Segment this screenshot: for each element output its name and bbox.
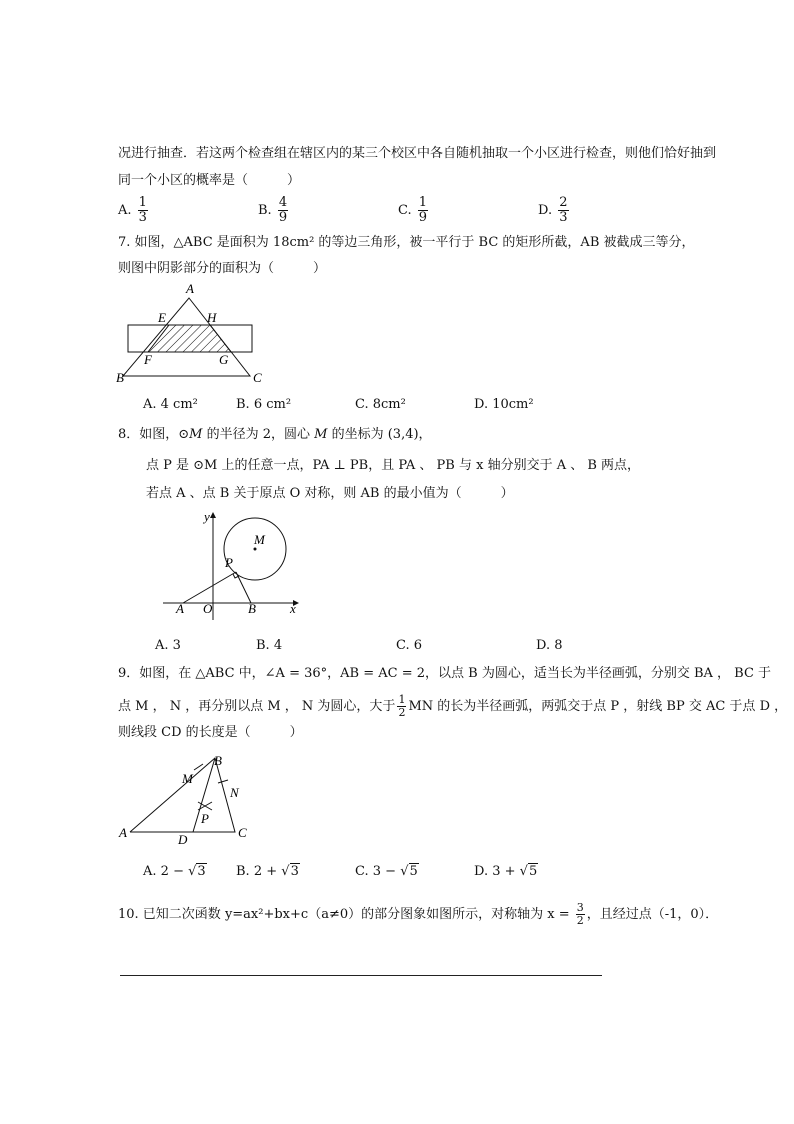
q8-option-a: A. 3 bbox=[155, 638, 181, 653]
q9-option-d bbox=[474, 864, 538, 879]
q9-option-c bbox=[355, 864, 419, 879]
q8-option-c: C. 6 bbox=[396, 638, 423, 653]
option-prefix: 3 + bbox=[492, 864, 520, 879]
q10-line bbox=[118, 902, 718, 927]
radicand: 3 bbox=[290, 864, 299, 879]
sqrt-icon: √ bbox=[281, 864, 290, 879]
denominator: 2 bbox=[576, 914, 584, 927]
radicand: 5 bbox=[528, 864, 538, 879]
q6-line1: 况进行抽查．若这两个检查组在辖区内的某三个校区中各自随机抽取一个小区进行检查，则他们恰好抽到 bbox=[118, 146, 717, 161]
axis-fraction bbox=[576, 902, 585, 927]
q6-line2: 同一个小区的概率是（ ） bbox=[118, 173, 301, 188]
label-c: C bbox=[238, 825, 247, 840]
denominator: 3 bbox=[559, 210, 568, 225]
label-c: C bbox=[253, 370, 262, 385]
segment-pa bbox=[183, 572, 236, 603]
radicand: 3 bbox=[197, 864, 206, 879]
q8-line1-part: M bbox=[314, 427, 328, 442]
label-p: P bbox=[201, 811, 209, 826]
label-x: x bbox=[290, 601, 296, 616]
q7-line2: 则图中阴影部分的面积为（ ） bbox=[118, 261, 327, 276]
label-y: y bbox=[204, 509, 210, 524]
label-o: O bbox=[203, 601, 213, 616]
label-b: B bbox=[116, 370, 124, 385]
label-a: A bbox=[119, 825, 127, 840]
q8-figure bbox=[163, 509, 299, 620]
option-label: C. bbox=[398, 203, 412, 218]
arc-mark-p bbox=[198, 802, 212, 810]
option-prefix: 2 + bbox=[253, 864, 282, 879]
option-label: A. bbox=[118, 203, 132, 218]
label-e: E bbox=[158, 310, 166, 325]
option-label: C. bbox=[355, 864, 369, 879]
q10-part: 10. 已知二次函数 y=ax²+bx+c（a≠0）的部分图象如图所示，对称轴为 x = bbox=[118, 907, 574, 922]
shaded-region bbox=[148, 325, 231, 352]
label-p: P bbox=[225, 555, 233, 570]
denominator: 3 bbox=[138, 210, 147, 225]
denominator: 2 bbox=[398, 706, 406, 719]
half-fraction bbox=[397, 694, 406, 719]
option-label: D. bbox=[474, 864, 489, 879]
denominator: 9 bbox=[278, 210, 288, 225]
sqrt-icon: √ bbox=[400, 864, 409, 879]
y-axis-arrow bbox=[210, 512, 216, 518]
q10-part: ，且经过点（-1，0）． bbox=[586, 907, 719, 922]
q8-line1-part: 8．如图，⊙ bbox=[118, 427, 190, 442]
label-h: H bbox=[207, 310, 217, 325]
q7-option-a: A. 4 cm² bbox=[143, 397, 198, 412]
footer-divider bbox=[120, 975, 602, 976]
sqrt-icon: √ bbox=[188, 864, 197, 879]
denominator: 9 bbox=[418, 210, 428, 225]
q8-line2: 点 P 是 ⊙M 上的任意一点，PA ⊥ PB，且 PA 、 PB 与 x 轴分别交于 A 、 B 两点， bbox=[146, 458, 641, 473]
radicand: 5 bbox=[409, 864, 418, 879]
q7-option-b: B. 6 cm² bbox=[236, 397, 292, 412]
label-g: G bbox=[219, 352, 229, 367]
q7-option-d: D. 10cm² bbox=[474, 397, 534, 412]
option-prefix: 2 − bbox=[160, 864, 189, 879]
q9-option-a bbox=[143, 864, 207, 879]
q9-line2-part: MN 的长为半径画弧，两弧交于点 P ，射线 BP 交 AC 于点 D ， bbox=[408, 699, 788, 714]
q8-line3: 若点 A 、点 B 关于原点 O 对称，则 AB 的最小值为（ ） bbox=[146, 486, 514, 501]
numerator: 1 bbox=[138, 195, 147, 210]
label-m: M bbox=[254, 532, 265, 547]
option-label: A. bbox=[143, 864, 157, 879]
sqrt-icon: √ bbox=[519, 864, 528, 879]
label-b: B bbox=[248, 601, 256, 616]
label-a: A bbox=[186, 281, 194, 296]
q8-line1 bbox=[118, 427, 432, 443]
q9-line3: 则线段 CD 的长度是（ ） bbox=[118, 725, 303, 740]
q9-line2 bbox=[118, 694, 787, 719]
option-prefix: 3 − bbox=[372, 864, 401, 879]
label-d: D bbox=[178, 832, 188, 847]
center-m bbox=[254, 548, 257, 551]
numerator: 1 bbox=[398, 693, 406, 706]
q8-line1-part: M bbox=[189, 427, 203, 442]
q8-option-d: D. 8 bbox=[536, 638, 563, 653]
q8-option-b: B. 4 bbox=[256, 638, 283, 653]
q7-line1: 7. 如图，△ABC 是面积为 18cm² 的等边三角形，被一平行于 BC 的矩形所截，AB 被截成三等分， bbox=[118, 235, 695, 250]
numerator: 3 bbox=[576, 901, 584, 914]
label-f: F bbox=[144, 352, 152, 367]
q7-option-c: C. 8cm² bbox=[355, 397, 406, 412]
label-b: B bbox=[214, 753, 222, 768]
option-label: B. bbox=[236, 864, 250, 879]
option-label: D. bbox=[538, 203, 553, 218]
triangle-abc bbox=[130, 758, 235, 832]
arc-mark-n bbox=[218, 780, 228, 783]
numerator: 1 bbox=[418, 195, 428, 210]
q9-figure bbox=[118, 753, 247, 847]
q9-line1: 9．如图，在 △ABC 中，∠A = 36°，AB = AC = 2，以点 B 为圆心，适当长为半径画弧，分别交 BA ， BC 于 bbox=[118, 666, 772, 681]
numerator: 4 bbox=[278, 195, 288, 210]
option-label: B. bbox=[258, 203, 272, 218]
numerator: 2 bbox=[559, 195, 568, 210]
label-a: A bbox=[176, 601, 184, 616]
label-m: M bbox=[182, 771, 193, 786]
q9-line2-part: 点 M ， N ，再分别以点 M ， N 为圆心，大于 bbox=[118, 699, 396, 714]
q9-option-b bbox=[236, 864, 300, 879]
q8-line1-part: 的半径为 2，圆心 bbox=[202, 427, 315, 442]
label-n: N bbox=[230, 785, 239, 800]
q8-line1-part: 的坐标为 (3,4)， bbox=[327, 427, 432, 442]
